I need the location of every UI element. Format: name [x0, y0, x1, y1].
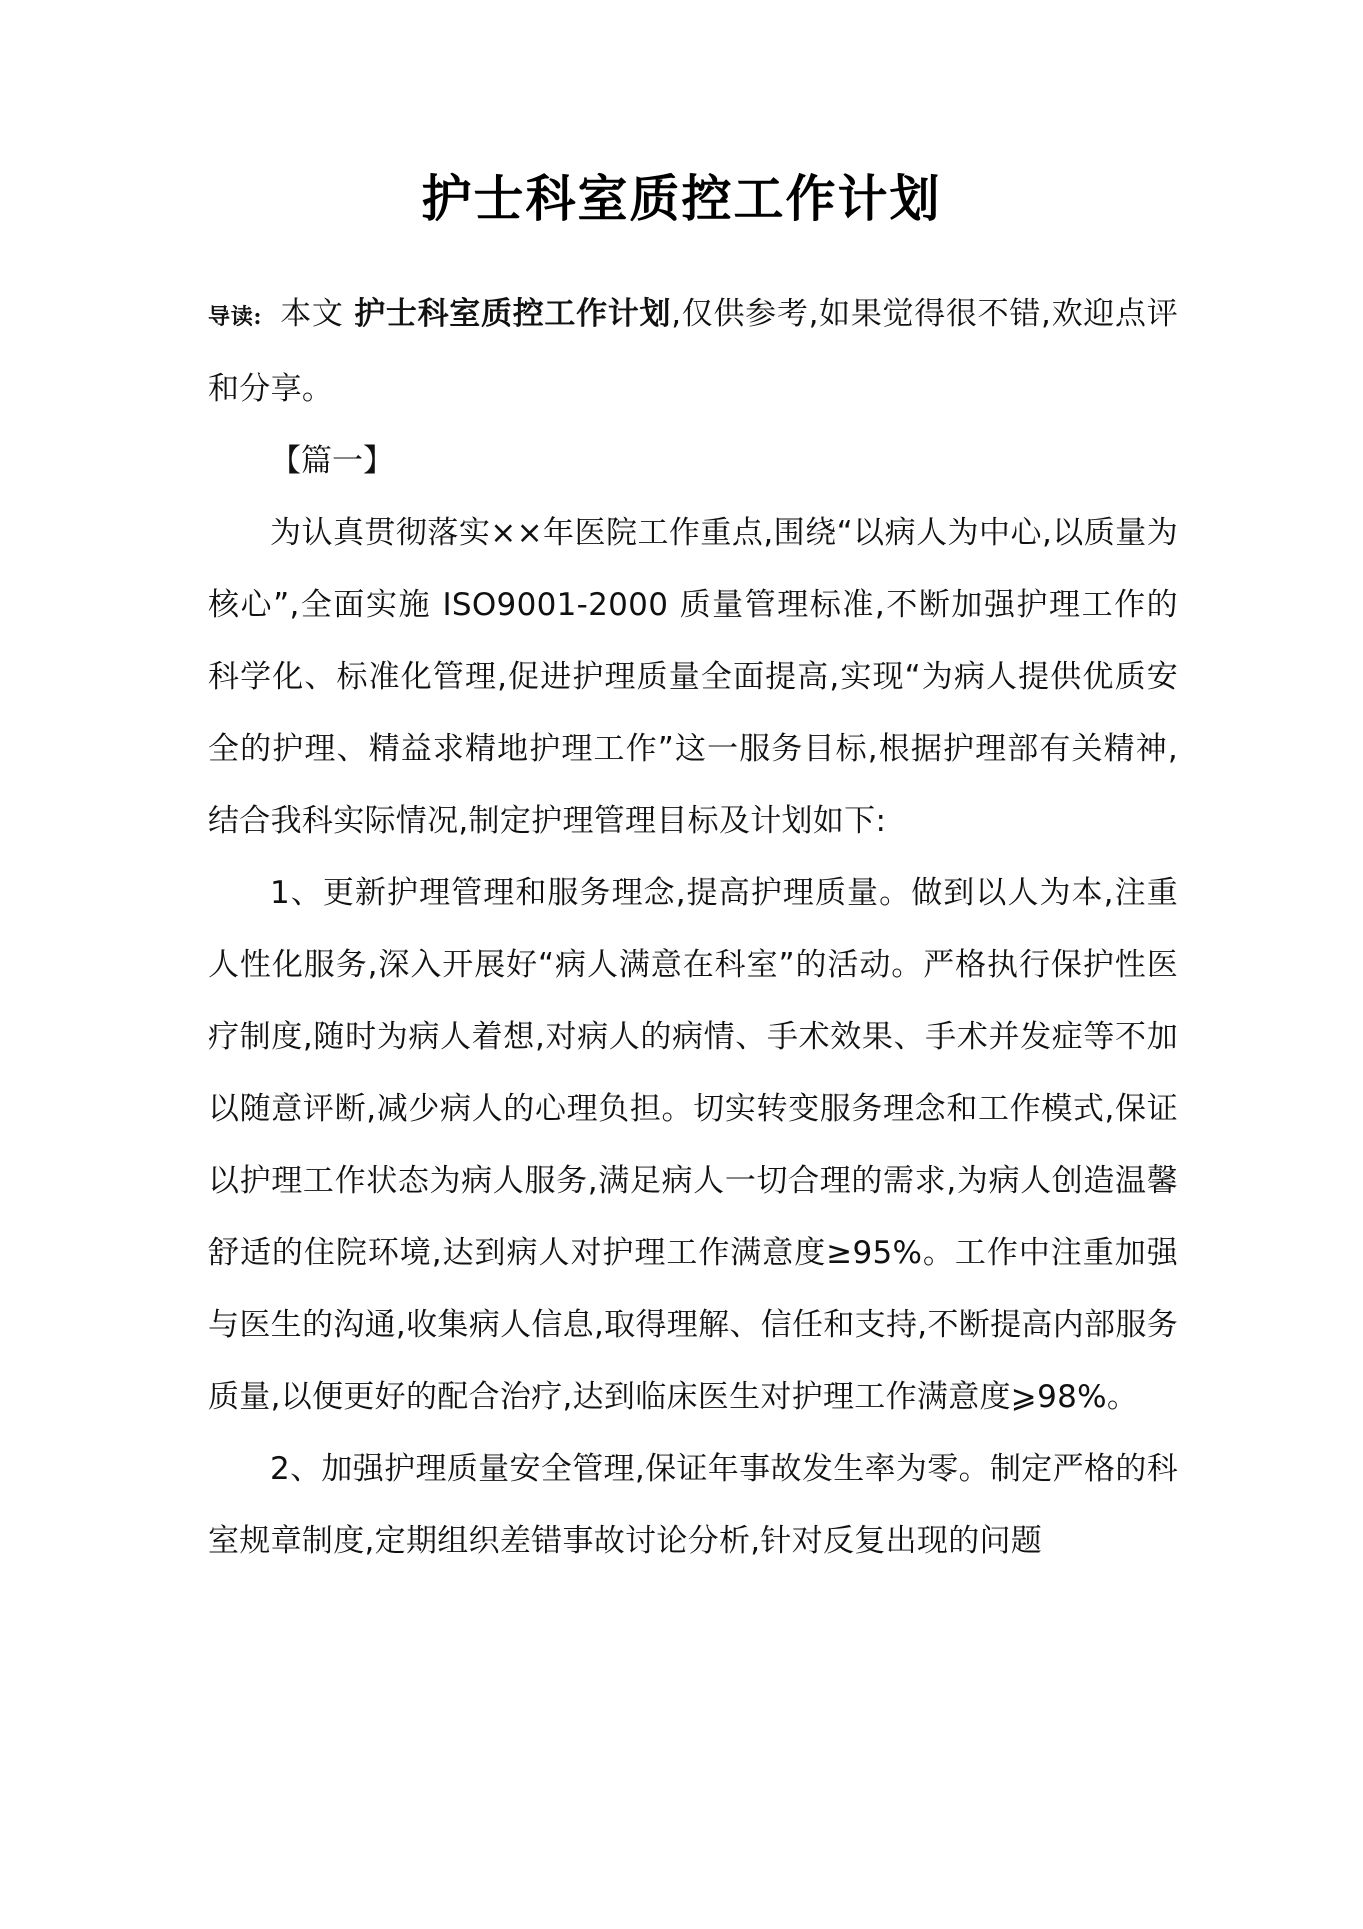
intro-title-reference: 护士科室质控工作计划 [354, 296, 672, 332]
body-paragraph-2: 1、更新护理管理和服务理念,提高护理质量。做到以人为本,注重人性化服务,深入开展好“病人满意在科室”的活动。严格执行保护性医疗制度,随时为病人着想,对病人的病情、手术效果、手术并发症等不加以随意评断,减少病人的心理负担。切实转变服务理念和工作模式,保证以护理工作状态为病人服务,满足病人一切合理的需求,为病人创造温馨舒适的住院环境,达到病人对护理工作满意度≥95%。工作中注重加强与医生的沟通,收集病人信息,取得理解、信任和支持,不断提高内部服务质量,以便更好的配合治疗,达到临床医生对护理工作满意度⩾98%。 [208, 875, 1178, 1415]
section-heading: 【篇一】 [270, 443, 394, 479]
document-body [208, 278, 1178, 1577]
intro-prefix: 本文 [279, 296, 344, 332]
body-paragraph-3: 2、加强护理质量安全管理,保证年事故发生率为零。制定严格的科室规章制度,定期组织差错事故讨论分析,针对反复出现的问题 [208, 1451, 1178, 1559]
intro-suffix: ,仅供参考,如果觉得很不错,欢迎点评和分享。 [208, 296, 1178, 407]
document-title: 护士科室质控工作计划 [421, 168, 942, 228]
intro-label: 导读: [208, 304, 262, 330]
body-paragraph-1: 为认真贯彻落实××年医院工作重点,围绕“以病人为中心,以质量为核心”,全面实施 ISO9001-2000 质量管理标准,不断加强护理工作的科学化、标准化管理,促进护理质量全面提高,实现“为病人提供优质安全的护理、精益求精地护理工作”这一服务目标,根据护理部有关精神,结合我科实际情况,制定护理管理目标及计划如下: [208, 515, 1178, 839]
intro-paragraph [208, 278, 1178, 425]
